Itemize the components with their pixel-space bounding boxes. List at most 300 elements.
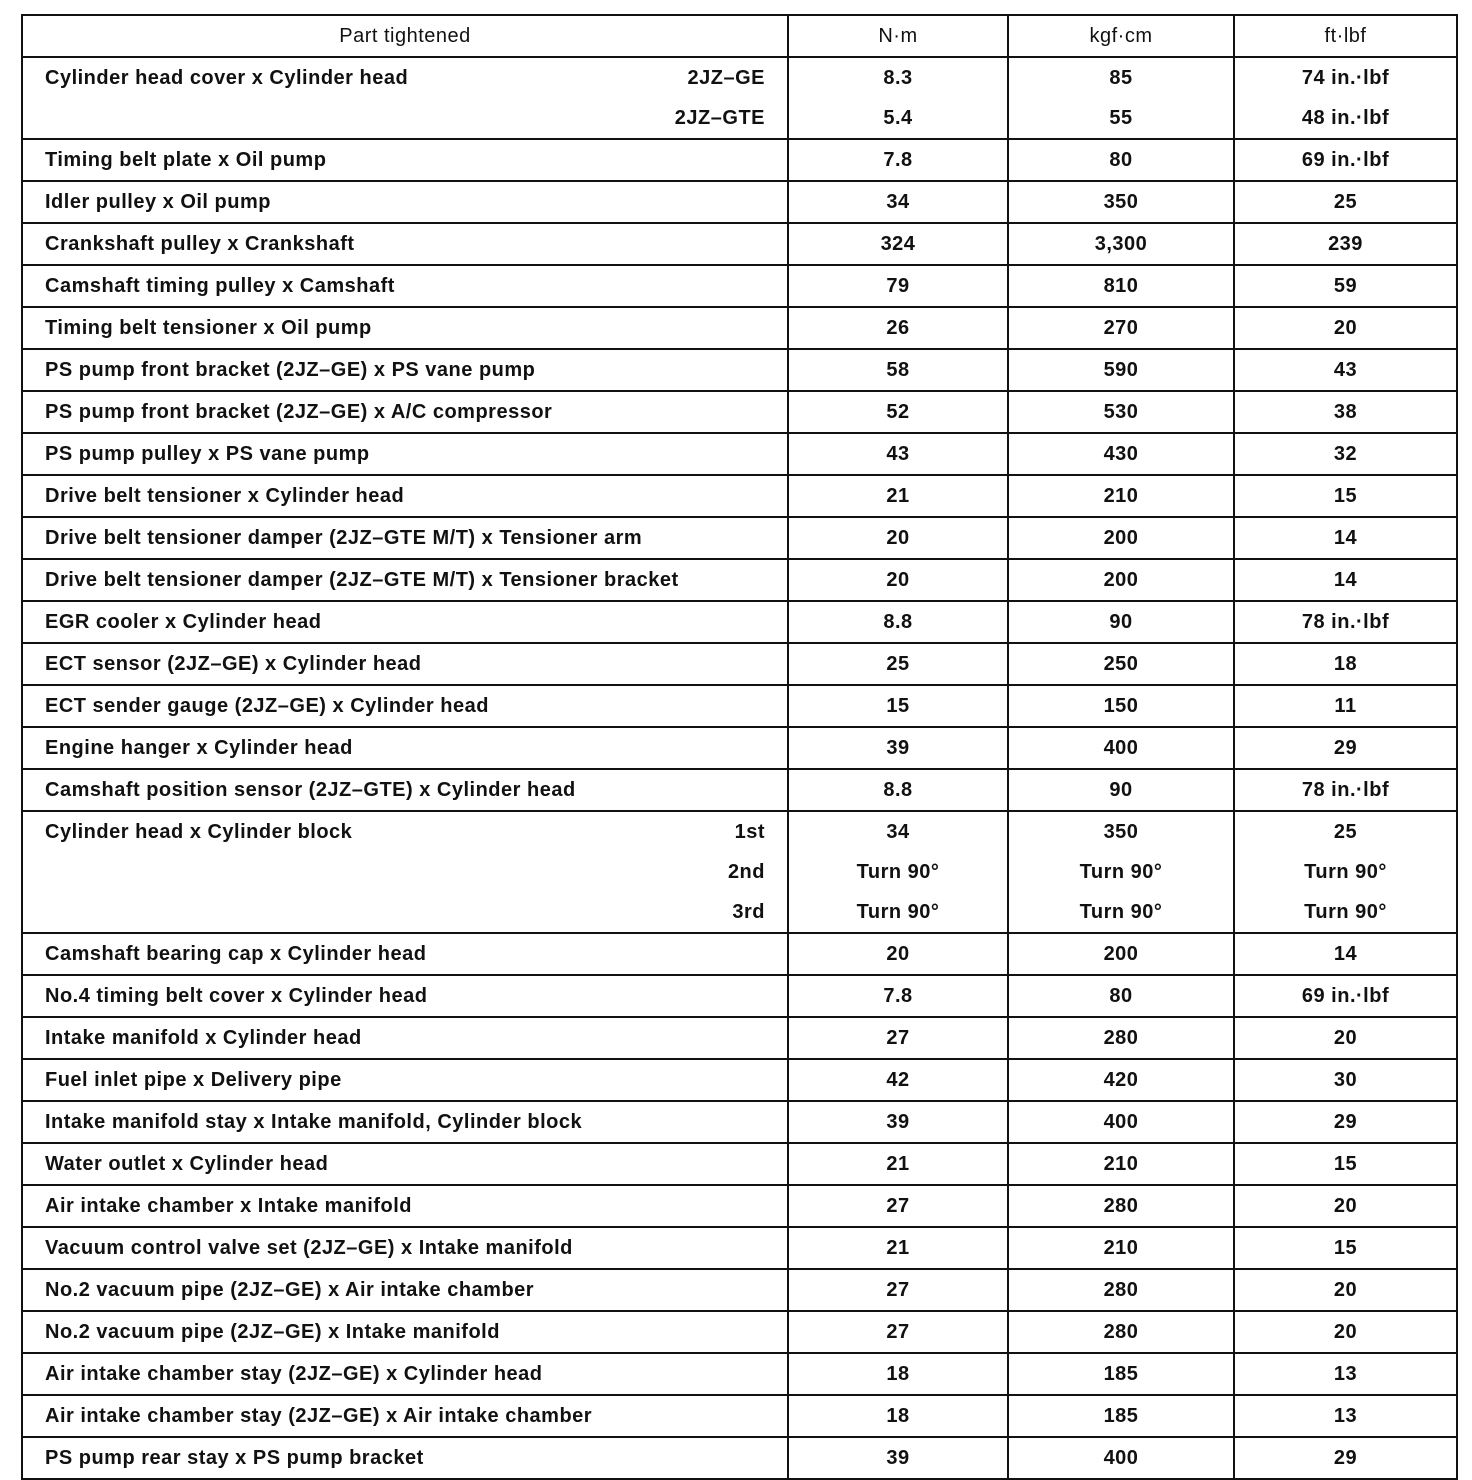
part-line [23, 350, 787, 390]
torque-nm-value: 79 [886, 275, 910, 297]
torque-ftlbf-cell [1234, 811, 1457, 933]
part-name: PS pump front bracket (2JZ–GE) x PS vane pump [45, 359, 536, 381]
torque-ftlbf-value: 15 [1333, 485, 1358, 507]
torque-nm-value: 20 [886, 943, 910, 965]
torque-ftlbf-cell [1234, 975, 1457, 1017]
torque-ftlbf-value: 15 [1333, 1237, 1358, 1259]
part-tightened-cell [22, 975, 788, 1017]
torque-nm-cell [788, 307, 1008, 349]
part-line [23, 1270, 787, 1310]
torque-spec-table [21, 14, 1458, 1480]
table-row [22, 1269, 1457, 1311]
torque-ftlbf-value: 29 [1333, 737, 1358, 759]
part-name: Camshaft bearing cap x Cylinder head [45, 943, 427, 965]
torque-kgfcm-cell [1008, 1269, 1234, 1311]
table-row [22, 1185, 1457, 1227]
torque-kgfcm-value: Turn 90° [1079, 861, 1163, 883]
part-tightened-cell [22, 1101, 788, 1143]
part-tightened-cell [22, 559, 788, 601]
torque-kgfcm-cell [1008, 139, 1234, 181]
torque-kgfcm-value: 80 [1109, 149, 1133, 171]
torque-kgfcm-value: 85 [1109, 67, 1133, 89]
torque-ftlbf-value: 20 [1333, 1195, 1358, 1217]
torque-nm-value: 20 [886, 569, 910, 591]
part-tightened-cell [22, 1143, 788, 1185]
torque-kgfcm-cell [1008, 769, 1234, 811]
torque-kgfcm-value: 530 [1103, 401, 1139, 423]
torque-nm-cell [788, 349, 1008, 391]
torque-nm-cell [788, 139, 1008, 181]
torque-nm-value: 42 [886, 1069, 910, 1091]
table-row [22, 685, 1457, 727]
torque-kgfcm-value: 400 [1103, 1447, 1139, 1469]
torque-ftlbf-cell [1234, 349, 1457, 391]
torque-nm-value: 21 [886, 1237, 910, 1259]
part-line [23, 728, 787, 768]
torque-kgfcm-value: 280 [1103, 1027, 1139, 1049]
part-tightened-cell [22, 769, 788, 811]
table-row [22, 933, 1457, 975]
part-tightened-cell [22, 265, 788, 307]
part-line [23, 602, 787, 642]
torque-kgfcm-value: 270 [1103, 317, 1139, 339]
torque-kgfcm-value: 200 [1103, 943, 1139, 965]
torque-ftlbf-value: 20 [1333, 1321, 1358, 1343]
part-name: Air intake chamber stay (2JZ–GE) x Cylinder head [45, 1363, 543, 1385]
torque-kgfcm-cell [1008, 1017, 1234, 1059]
torque-nm-cell [788, 559, 1008, 601]
part-line [23, 266, 787, 306]
torque-nm-cell [788, 769, 1008, 811]
torque-nm-cell [788, 975, 1008, 1017]
torque-ftlbf-value: 74 in.·lbf [1301, 67, 1390, 89]
torque-ftlbf-cell [1234, 559, 1457, 601]
part-name: Vacuum control valve set (2JZ–GE) x Intake manifold [45, 1237, 573, 1259]
torque-ftlbf-cell [1234, 685, 1457, 727]
torque-nm-cell [788, 685, 1008, 727]
torque-kgfcm-cell [1008, 307, 1234, 349]
torque-kgfcm-cell [1008, 1059, 1234, 1101]
part-tightened-cell [22, 1017, 788, 1059]
part-line [23, 392, 787, 432]
torque-nm-value: 21 [886, 1153, 910, 1175]
torque-kgfcm-value: 185 [1103, 1363, 1139, 1385]
torque-kgfcm-value: 430 [1103, 443, 1139, 465]
torque-nm-value: 18 [886, 1405, 910, 1427]
torque-ftlbf-cell [1234, 933, 1457, 975]
torque-kgfcm-value: 200 [1103, 527, 1139, 549]
torque-kgfcm-value: 90 [1109, 779, 1133, 801]
part-tightened-cell [22, 601, 788, 643]
torque-nm-value: 39 [886, 737, 910, 759]
torque-nm-value: Turn 90° [856, 901, 940, 923]
table-row [22, 769, 1457, 811]
torque-ftlbf-value: 239 [1328, 233, 1363, 255]
part-condition-label: 2JZ–GE [687, 67, 765, 89]
torque-kgfcm-value: 400 [1103, 737, 1139, 759]
torque-ftlbf-cell [1234, 1143, 1457, 1185]
part-tightened-cell [22, 433, 788, 475]
torque-nm-value: 26 [886, 317, 910, 339]
part-line [23, 1060, 787, 1100]
torque-nm-cell [788, 1143, 1008, 1185]
torque-nm-value: 8.8 [883, 779, 913, 801]
torque-kgfcm-cell [1008, 811, 1234, 933]
torque-nm-cell [788, 433, 1008, 475]
part-name: Timing belt plate x Oil pump [45, 149, 327, 171]
torque-ftlbf-value: 13 [1333, 1405, 1358, 1427]
torque-kgfcm-value: 200 [1103, 569, 1139, 591]
torque-kgfcm-cell [1008, 601, 1234, 643]
torque-ftlbf-cell [1234, 433, 1457, 475]
torque-ftlbf-value: 25 [1333, 191, 1358, 213]
torque-kgfcm-cell [1008, 975, 1234, 1017]
part-tightened-cell [22, 1227, 788, 1269]
part-line [23, 1102, 787, 1142]
part-line [23, 1312, 787, 1352]
part-name: Intake manifold x Cylinder head [45, 1027, 362, 1049]
torque-kgfcm-cell [1008, 933, 1234, 975]
torque-ftlbf-cell [1234, 139, 1457, 181]
part-line [23, 1438, 787, 1478]
part-line [23, 1144, 787, 1184]
part-name: Drive belt tensioner x Cylinder head [45, 485, 405, 507]
torque-ftlbf-cell [1234, 223, 1457, 265]
torque-ftlbf-value: 48 in.·lbf [1301, 107, 1390, 129]
part-name: Cylinder head x Cylinder block [45, 821, 353, 843]
part-line [23, 140, 787, 180]
table-row [22, 433, 1457, 475]
torque-ftlbf-cell [1234, 1185, 1457, 1227]
torque-kgfcm-value: 250 [1103, 653, 1139, 675]
torque-kgfcm-cell [1008, 517, 1234, 559]
torque-kgfcm-value: 210 [1103, 485, 1139, 507]
part-tightened-cell [22, 1185, 788, 1227]
torque-nm-value: 34 [886, 821, 910, 843]
torque-nm-value: 7.8 [883, 149, 913, 171]
part-condition-label: 2JZ–GTE [674, 107, 765, 129]
part-name: Crankshaft pulley x Crankshaft [45, 233, 355, 255]
table-row [22, 517, 1457, 559]
torque-kgfcm-value: 150 [1103, 695, 1139, 717]
table-row [22, 139, 1457, 181]
table-row [22, 265, 1457, 307]
torque-ftlbf-cell [1234, 1395, 1457, 1437]
torque-nm-value: 18 [886, 1363, 910, 1385]
part-line [23, 308, 787, 348]
part-line [23, 976, 787, 1016]
torque-ftlbf-value: 14 [1333, 569, 1358, 591]
torque-nm-cell [788, 1101, 1008, 1143]
torque-nm-cell [788, 933, 1008, 975]
part-line [23, 98, 787, 138]
table-row [22, 643, 1457, 685]
part-line [23, 892, 787, 932]
torque-nm-value: 52 [886, 401, 910, 423]
torque-ftlbf-cell [1234, 517, 1457, 559]
table-body [22, 57, 1457, 1479]
part-name: Air intake chamber stay (2JZ–GE) x Air intake chamber [45, 1405, 593, 1427]
torque-kgfcm-cell [1008, 1227, 1234, 1269]
part-name: Fuel inlet pipe x Delivery pipe [45, 1069, 342, 1091]
torque-ftlbf-value: 11 [1334, 695, 1357, 717]
header-ftlbf: ft·lbf [1234, 15, 1457, 57]
table-row [22, 727, 1457, 769]
torque-kgfcm-cell [1008, 475, 1234, 517]
part-line [23, 518, 787, 558]
torque-kgfcm-cell [1008, 223, 1234, 265]
part-name: Idler pulley x Oil pump [45, 191, 271, 213]
part-line [23, 686, 787, 726]
torque-kgfcm-cell [1008, 685, 1234, 727]
torque-nm-value: 21 [886, 485, 910, 507]
torque-ftlbf-cell [1234, 1353, 1457, 1395]
part-tightened-cell [22, 475, 788, 517]
torque-ftlbf-cell [1234, 391, 1457, 433]
table-row [22, 57, 1457, 139]
part-tightened-cell [22, 307, 788, 349]
torque-nm-cell [788, 1437, 1008, 1479]
torque-nm-cell [788, 517, 1008, 559]
part-line [23, 58, 787, 98]
torque-ftlbf-value: 14 [1333, 527, 1358, 549]
torque-ftlbf-value: 69 in.·lbf [1301, 149, 1390, 171]
part-name: ECT sensor (2JZ–GE) x Cylinder head [45, 653, 422, 675]
table-row [22, 975, 1457, 1017]
torque-kgfcm-value: 185 [1103, 1405, 1139, 1427]
part-tightened-cell [22, 223, 788, 265]
part-name: Intake manifold stay x Intake manifold, Cylinder block [45, 1111, 583, 1133]
torque-kgfcm-cell [1008, 1311, 1234, 1353]
torque-ftlbf-value: 32 [1333, 443, 1358, 465]
torque-kgfcm-cell [1008, 1101, 1234, 1143]
torque-kgfcm-value: 590 [1103, 359, 1139, 381]
table-row [22, 391, 1457, 433]
torque-ftlbf-value: 69 in.·lbf [1301, 985, 1390, 1007]
torque-kgfcm-cell [1008, 559, 1234, 601]
torque-ftlbf-cell [1234, 727, 1457, 769]
torque-kgfcm-value: 350 [1103, 191, 1139, 213]
part-tightened-cell [22, 643, 788, 685]
torque-ftlbf-cell [1234, 769, 1457, 811]
part-name: EGR cooler x Cylinder head [45, 611, 322, 633]
part-condition-label: 2nd [727, 861, 765, 883]
torque-ftlbf-cell [1234, 1059, 1457, 1101]
torque-ftlbf-value: 13 [1333, 1363, 1358, 1385]
torque-nm-value: 43 [886, 443, 910, 465]
part-tightened-cell [22, 57, 788, 139]
table-row [22, 1227, 1457, 1269]
part-name: Cylinder head cover x Cylinder head [45, 67, 409, 89]
torque-kgfcm-value: 400 [1103, 1111, 1139, 1133]
torque-ftlbf-cell [1234, 1101, 1457, 1143]
torque-kgfcm-value: 90 [1109, 611, 1133, 633]
torque-ftlbf-value: 20 [1333, 1027, 1358, 1049]
torque-nm-value: 27 [886, 1027, 910, 1049]
torque-ftlbf-cell [1234, 181, 1457, 223]
torque-nm-cell [788, 57, 1008, 139]
torque-ftlbf-cell [1234, 307, 1457, 349]
table-row [22, 223, 1457, 265]
torque-kgfcm-value: 420 [1103, 1069, 1139, 1091]
torque-kgfcm-cell [1008, 181, 1234, 223]
torque-ftlbf-value: 15 [1333, 1153, 1358, 1175]
torque-ftlbf-cell [1234, 265, 1457, 307]
table-row [22, 1101, 1457, 1143]
torque-kgfcm-value: 280 [1103, 1195, 1139, 1217]
torque-nm-value: 34 [886, 191, 910, 213]
torque-ftlbf-cell [1234, 475, 1457, 517]
part-name: No.2 vacuum pipe (2JZ–GE) x Intake manifold [45, 1321, 500, 1343]
header-part-tightened: Part tightened [22, 15, 788, 57]
part-name: Air intake chamber x Intake manifold [45, 1195, 412, 1217]
torque-nm-cell [788, 1353, 1008, 1395]
part-line [23, 812, 787, 852]
torque-kgfcm-cell [1008, 1143, 1234, 1185]
torque-ftlbf-cell [1234, 1437, 1457, 1479]
torque-kgfcm-cell [1008, 265, 1234, 307]
part-name: PS pump rear stay x PS pump bracket [45, 1447, 424, 1469]
torque-nm-cell [788, 1227, 1008, 1269]
torque-nm-value: 8.3 [883, 67, 913, 89]
part-tightened-cell [22, 139, 788, 181]
part-tightened-cell [22, 517, 788, 559]
torque-ftlbf-cell [1234, 57, 1457, 139]
part-line [23, 434, 787, 474]
torque-kgfcm-value: 350 [1103, 821, 1139, 843]
part-tightened-cell [22, 727, 788, 769]
part-name: No.2 vacuum pipe (2JZ–GE) x Air intake chamber [45, 1279, 535, 1301]
part-tightened-cell [22, 1311, 788, 1353]
torque-ftlbf-value: 20 [1333, 1279, 1358, 1301]
part-tightened-cell [22, 349, 788, 391]
part-tightened-cell [22, 1437, 788, 1479]
header-nm: N·m [788, 15, 1008, 57]
table-row [22, 181, 1457, 223]
torque-kgfcm-value: 210 [1103, 1153, 1139, 1175]
part-tightened-cell [22, 933, 788, 975]
part-name: No.4 timing belt cover x Cylinder head [45, 985, 428, 1007]
torque-nm-value: 39 [886, 1447, 910, 1469]
part-line [23, 1228, 787, 1268]
torque-kgfcm-value: 810 [1103, 275, 1139, 297]
torque-ftlbf-cell [1234, 1311, 1457, 1353]
part-tightened-cell [22, 391, 788, 433]
torque-kgfcm-cell [1008, 727, 1234, 769]
torque-nm-value: 39 [886, 1111, 910, 1133]
part-name: PS pump pulley x PS vane pump [45, 443, 370, 465]
torque-kgfcm-cell [1008, 1185, 1234, 1227]
torque-ftlbf-value: 29 [1333, 1447, 1358, 1469]
part-tightened-cell [22, 685, 788, 727]
torque-nm-cell [788, 1395, 1008, 1437]
part-tightened-cell [22, 811, 788, 933]
torque-nm-cell [788, 811, 1008, 933]
torque-nm-value: 27 [886, 1321, 910, 1343]
torque-kgfcm-value: Turn 90° [1079, 901, 1163, 923]
torque-ftlbf-value: 20 [1333, 317, 1358, 339]
part-name: PS pump front bracket (2JZ–GE) x A/C compressor [45, 401, 553, 423]
torque-ftlbf-value: 78 in.·lbf [1301, 779, 1390, 801]
torque-nm-value: 8.8 [883, 611, 913, 633]
torque-kgfcm-cell [1008, 349, 1234, 391]
part-line [23, 934, 787, 974]
header-row [22, 15, 1457, 57]
torque-nm-value: Turn 90° [856, 861, 940, 883]
torque-nm-value: 58 [886, 359, 910, 381]
torque-ftlbf-cell [1234, 1269, 1457, 1311]
torque-ftlbf-cell [1234, 643, 1457, 685]
torque-nm-value: 7.8 [883, 985, 913, 1007]
torque-ftlbf-value: 18 [1333, 653, 1358, 675]
torque-ftlbf-value: Turn 90° [1304, 901, 1387, 923]
part-tightened-cell [22, 1353, 788, 1395]
torque-kgfcm-cell [1008, 1353, 1234, 1395]
torque-kgfcm-cell [1008, 1395, 1234, 1437]
table-row [22, 349, 1457, 391]
part-name: Camshaft position sensor (2JZ–GTE) x Cylinder head [45, 779, 576, 801]
table-row [22, 811, 1457, 933]
part-line [23, 476, 787, 516]
part-tightened-cell [22, 1059, 788, 1101]
part-name: Drive belt tensioner damper (2JZ–GTE M/T) x Tensioner bracket [45, 569, 679, 591]
torque-nm-cell [788, 223, 1008, 265]
torque-kgfcm-cell [1008, 433, 1234, 475]
torque-nm-cell [788, 1059, 1008, 1101]
torque-ftlbf-cell [1234, 1017, 1457, 1059]
part-tightened-cell [22, 1269, 788, 1311]
part-line [23, 644, 787, 684]
table-row [22, 307, 1457, 349]
part-tightened-cell [22, 181, 788, 223]
part-line [23, 182, 787, 222]
table-row [22, 1437, 1457, 1479]
torque-nm-cell [788, 601, 1008, 643]
part-name: Water outlet x Cylinder head [45, 1153, 329, 1175]
torque-kgfcm-cell [1008, 1437, 1234, 1479]
torque-ftlbf-value: 30 [1333, 1069, 1358, 1091]
part-name: Drive belt tensioner damper (2JZ–GTE M/T) x Tensioner arm [45, 527, 643, 549]
part-line [23, 1354, 787, 1394]
torque-ftlbf-cell [1234, 1227, 1457, 1269]
torque-ftlbf-value: 14 [1333, 943, 1358, 965]
torque-kgfcm-value: 280 [1103, 1279, 1139, 1301]
part-line [23, 770, 787, 810]
torque-nm-cell [788, 181, 1008, 223]
table-row [22, 601, 1457, 643]
torque-kgfcm-cell [1008, 643, 1234, 685]
torque-nm-cell [788, 391, 1008, 433]
torque-nm-cell [788, 265, 1008, 307]
part-name: Timing belt tensioner x Oil pump [45, 317, 372, 339]
part-line [23, 852, 787, 892]
table-row [22, 1353, 1457, 1395]
torque-nm-value: 25 [886, 653, 910, 675]
torque-ftlbf-value: 25 [1333, 821, 1358, 843]
torque-ftlbf-value: 43 [1333, 359, 1358, 381]
torque-kgfcm-value: 55 [1109, 107, 1133, 129]
torque-nm-value: 324 [880, 233, 916, 255]
torque-nm-cell [788, 1185, 1008, 1227]
table-row [22, 1017, 1457, 1059]
table-row [22, 475, 1457, 517]
table-row [22, 1143, 1457, 1185]
torque-nm-cell [788, 475, 1008, 517]
part-line [23, 1396, 787, 1436]
torque-nm-value: 5.4 [883, 107, 913, 129]
part-condition-label: 1st [734, 821, 765, 843]
part-line [23, 224, 787, 264]
